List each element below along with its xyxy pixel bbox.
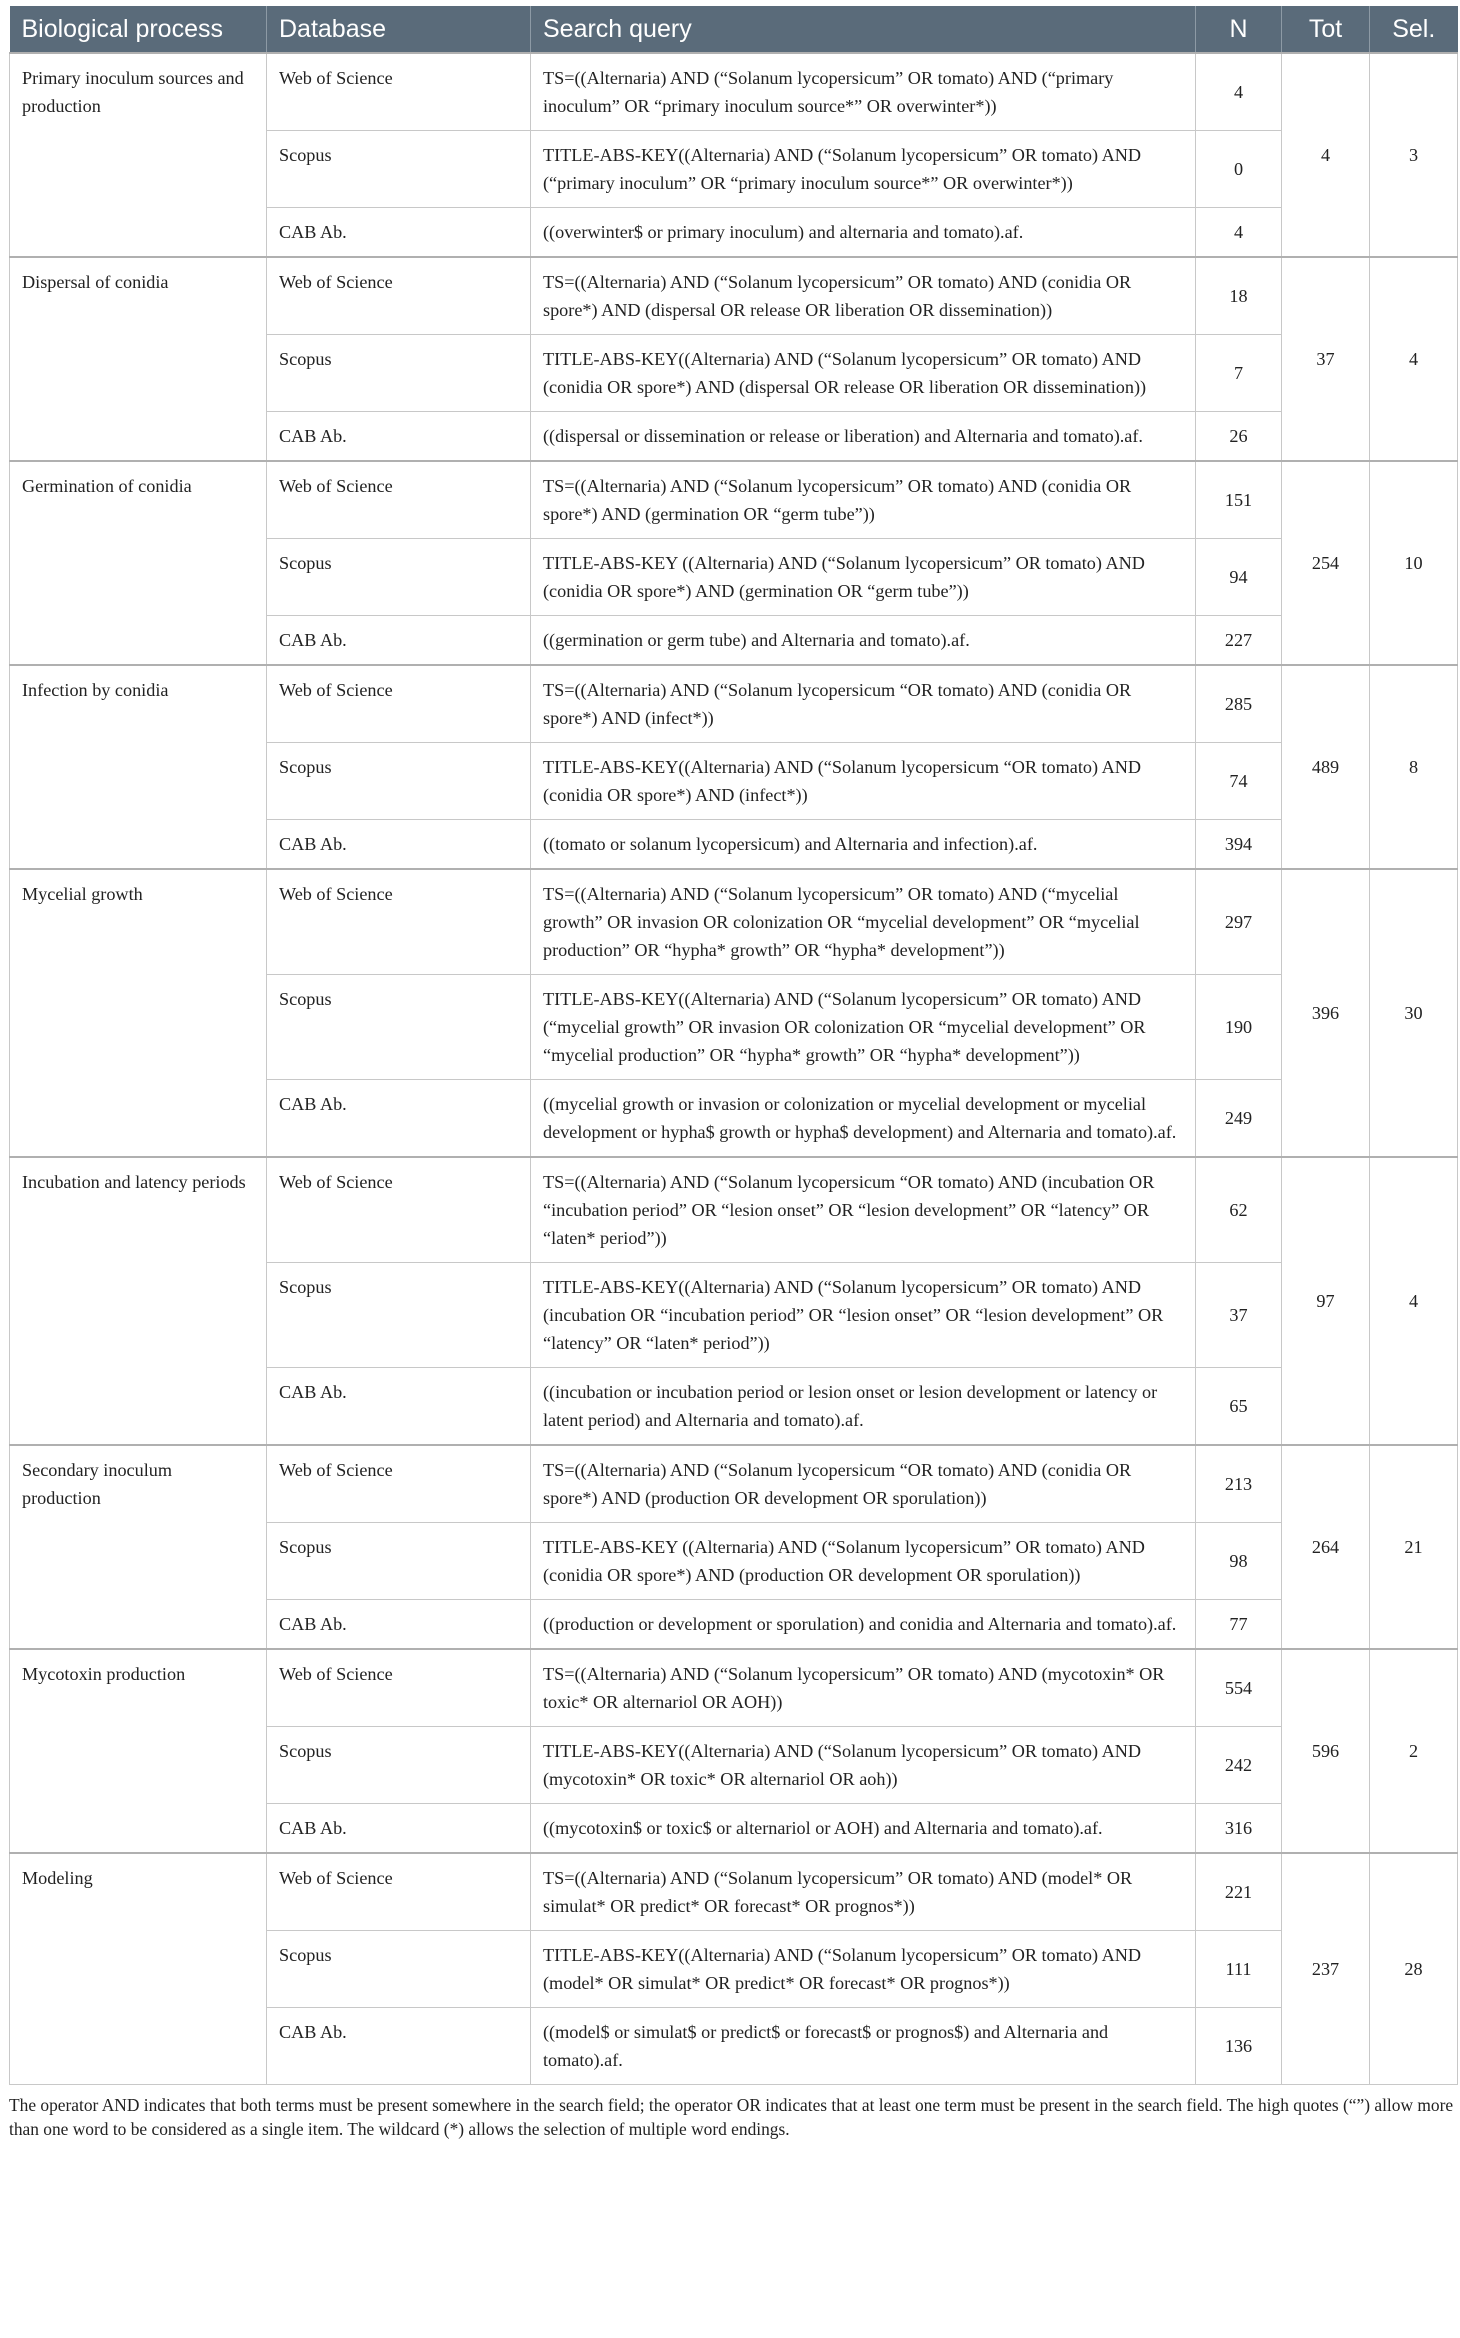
cell-n: 394 bbox=[1196, 820, 1282, 870]
cell-database: CAB Ab. bbox=[267, 820, 531, 870]
cell-database: Web of Science bbox=[267, 1649, 531, 1727]
table-header bbox=[10, 6, 1458, 53]
cell-search-query: TITLE-ABS-KEY((Alternaria) AND (“Solanum lycopersicum “OR tomato) AND (conidia OR spore*) AND (infect*)) bbox=[531, 743, 1196, 820]
cell-search-query: TS=((Alternaria) AND (“Solanum lycopersicum” OR tomato) AND (“primary inoculum” OR “primary inoculum source*” OR overwinter*)) bbox=[531, 53, 1196, 131]
cell-n: 242 bbox=[1196, 1727, 1282, 1804]
cell-database: Scopus bbox=[267, 1727, 531, 1804]
cell-search-query: TITLE-ABS-KEY((Alternaria) AND (“Solanum lycopersicum” OR tomato) AND (incubation OR “incubation period” OR “lesion onset” OR “lesion development” OR “latency” OR “laten* period”)) bbox=[531, 1263, 1196, 1368]
cell-database: CAB Ab. bbox=[267, 616, 531, 666]
cell-biological-process: Secondary inoculum production bbox=[10, 1445, 267, 1649]
cell-sel: 30 bbox=[1370, 869, 1458, 1157]
cell-database: Scopus bbox=[267, 1263, 531, 1368]
header-row bbox=[10, 6, 1458, 53]
cell-database: CAB Ab. bbox=[267, 1080, 531, 1158]
cell-sel: 28 bbox=[1370, 1853, 1458, 2085]
cell-database: Scopus bbox=[267, 975, 531, 1080]
table-row bbox=[10, 53, 1458, 131]
cell-n: 554 bbox=[1196, 1649, 1282, 1727]
cell-n: 316 bbox=[1196, 1804, 1282, 1854]
cell-n: 26 bbox=[1196, 412, 1282, 462]
header-database: Database bbox=[267, 6, 531, 53]
cell-n: 74 bbox=[1196, 743, 1282, 820]
header-n: N bbox=[1196, 6, 1282, 53]
header-search-query: Search query bbox=[531, 6, 1196, 53]
cell-database: CAB Ab. bbox=[267, 2008, 531, 2085]
cell-search-query: ((mycelial growth or invasion or colonization or mycelial development or mycelial development or hypha$ growth or hypha$ development) and Alternaria and tomato).af. bbox=[531, 1080, 1196, 1158]
cell-database: Scopus bbox=[267, 743, 531, 820]
cell-n: 249 bbox=[1196, 1080, 1282, 1158]
cell-database: CAB Ab. bbox=[267, 1368, 531, 1446]
cell-n: 151 bbox=[1196, 461, 1282, 539]
cell-search-query: ((tomato or solanum lycopersicum) and Alternaria and infection).af. bbox=[531, 820, 1196, 870]
table-body bbox=[10, 53, 1458, 2085]
table-row bbox=[10, 1853, 1458, 1931]
cell-search-query: TITLE-ABS-KEY ((Alternaria) AND (“Solanum lycopersicum” OR tomato) AND (conidia OR spore*) AND (production OR development OR sporulation)) bbox=[531, 1523, 1196, 1600]
cell-sel: 4 bbox=[1370, 1157, 1458, 1445]
cell-n: 62 bbox=[1196, 1157, 1282, 1263]
header-biological-process: Biological process bbox=[10, 6, 267, 53]
cell-n: 227 bbox=[1196, 616, 1282, 666]
cell-search-query: ((model$ or simulat$ or predict$ or forecast$ or prognos$) and Alternaria and tomato).af. bbox=[531, 2008, 1196, 2085]
cell-database: Scopus bbox=[267, 131, 531, 208]
table-footnote: The operator AND indicates that both terms must be present somewhere in the search field; the operator OR indicates that at least one term must be present in the search field. The high quotes (“”) allow more than one word to be considered as a single item. The wildcard (*) allows the selection of multiple word endings. bbox=[9, 2095, 1454, 2139]
table-row bbox=[10, 869, 1458, 975]
cell-n: 0 bbox=[1196, 131, 1282, 208]
cell-search-query: TS=((Alternaria) AND (“Solanum lycopersicum” OR tomato) AND (conidia OR spore*) AND (dispersal OR release OR liberation OR dissemination)) bbox=[531, 257, 1196, 335]
search-query-table bbox=[9, 6, 1458, 2085]
cell-n: 65 bbox=[1196, 1368, 1282, 1446]
cell-tot: 4 bbox=[1282, 53, 1370, 257]
table-row bbox=[10, 461, 1458, 539]
cell-search-query: TS=((Alternaria) AND (“Solanum lycopersicum” OR tomato) AND (model* OR simulat* OR predict* OR forecast* OR prognos*)) bbox=[531, 1853, 1196, 1931]
table-row bbox=[10, 1649, 1458, 1727]
header-tot: Tot bbox=[1282, 6, 1370, 53]
table-row bbox=[10, 1445, 1458, 1523]
cell-n: 37 bbox=[1196, 1263, 1282, 1368]
cell-biological-process: Infection by conidia bbox=[10, 665, 267, 869]
table-row bbox=[10, 257, 1458, 335]
cell-database: Web of Science bbox=[267, 461, 531, 539]
cell-n: 4 bbox=[1196, 53, 1282, 131]
cell-search-query: TS=((Alternaria) AND (“Solanum lycopersicum “OR tomato) AND (conidia OR spore*) AND (infect*)) bbox=[531, 665, 1196, 743]
cell-tot: 489 bbox=[1282, 665, 1370, 869]
cell-search-query: TITLE-ABS-KEY((Alternaria) AND (“Solanum lycopersicum” OR tomato) AND (mycotoxin* OR toxic* OR alternariol OR aoh)) bbox=[531, 1727, 1196, 1804]
cell-database: Scopus bbox=[267, 1931, 531, 2008]
cell-sel: 21 bbox=[1370, 1445, 1458, 1649]
cell-search-query: TITLE-ABS-KEY ((Alternaria) AND (“Solanum lycopersicum” OR tomato) AND (conidia OR spore*) AND (germination OR “germ tube”)) bbox=[531, 539, 1196, 616]
cell-tot: 97 bbox=[1282, 1157, 1370, 1445]
cell-tot: 264 bbox=[1282, 1445, 1370, 1649]
cell-search-query: ((mycotoxin$ or toxic$ or alternariol or AOH) and Alternaria and tomato).af. bbox=[531, 1804, 1196, 1854]
cell-sel: 4 bbox=[1370, 257, 1458, 461]
cell-database: Web of Science bbox=[267, 53, 531, 131]
cell-search-query: TITLE-ABS-KEY((Alternaria) AND (“Solanum lycopersicum” OR tomato) AND (model* OR simulat* OR predict* OR forecast* OR prognos*)) bbox=[531, 1931, 1196, 2008]
cell-biological-process: Primary inoculum sources and production bbox=[10, 53, 267, 257]
cell-sel: 2 bbox=[1370, 1649, 1458, 1853]
cell-sel: 10 bbox=[1370, 461, 1458, 665]
cell-n: 98 bbox=[1196, 1523, 1282, 1600]
cell-search-query: ((overwinter$ or primary inoculum) and alternaria and tomato).af. bbox=[531, 208, 1196, 258]
cell-database: Scopus bbox=[267, 1523, 531, 1600]
cell-sel: 8 bbox=[1370, 665, 1458, 869]
cell-search-query: TS=((Alternaria) AND (“Solanum lycopersicum “OR tomato) AND (conidia OR spore*) AND (production OR development OR sporulation)) bbox=[531, 1445, 1196, 1523]
cell-database: Scopus bbox=[267, 335, 531, 412]
cell-search-query: ((incubation or incubation period or lesion onset or lesion development or latency or latent period) and Alternaria and tomato).af. bbox=[531, 1368, 1196, 1446]
cell-database: CAB Ab. bbox=[267, 1600, 531, 1650]
cell-tot: 396 bbox=[1282, 869, 1370, 1157]
cell-database: Web of Science bbox=[267, 869, 531, 975]
cell-database: Web of Science bbox=[267, 1853, 531, 1931]
cell-search-query: TS=((Alternaria) AND (“Solanum lycopersicum” OR tomato) AND (conidia OR spore*) AND (germination OR “germ tube”)) bbox=[531, 461, 1196, 539]
cell-search-query: TS=((Alternaria) AND (“Solanum lycopersicum” OR tomato) AND (mycotoxin* OR toxic* OR alternariol OR AOH)) bbox=[531, 1649, 1196, 1727]
cell-biological-process: Incubation and latency periods bbox=[10, 1157, 267, 1445]
cell-tot: 596 bbox=[1282, 1649, 1370, 1853]
cell-biological-process: Modeling bbox=[10, 1853, 267, 2085]
cell-database: Web of Science bbox=[267, 1157, 531, 1263]
cell-tot: 37 bbox=[1282, 257, 1370, 461]
cell-n: 94 bbox=[1196, 539, 1282, 616]
cell-database: Web of Science bbox=[267, 257, 531, 335]
cell-database: CAB Ab. bbox=[267, 412, 531, 462]
cell-sel: 3 bbox=[1370, 53, 1458, 257]
cell-search-query: ((germination or germ tube) and Alternaria and tomato).af. bbox=[531, 616, 1196, 666]
cell-n: 285 bbox=[1196, 665, 1282, 743]
cell-search-query: TITLE-ABS-KEY((Alternaria) AND (“Solanum lycopersicum” OR tomato) AND (“mycelial growth” OR invasion OR colonization OR “mycelial development” OR “mycelial production” OR “hypha* growth” OR “hypha* development”)) bbox=[531, 975, 1196, 1080]
cell-n: 111 bbox=[1196, 1931, 1282, 2008]
cell-n: 136 bbox=[1196, 2008, 1282, 2085]
cell-n: 190 bbox=[1196, 975, 1282, 1080]
table-row bbox=[10, 665, 1458, 743]
cell-n: 18 bbox=[1196, 257, 1282, 335]
cell-database: CAB Ab. bbox=[267, 208, 531, 258]
cell-search-query: ((dispersal or dissemination or release or liberation) and Alternaria and tomato).af. bbox=[531, 412, 1196, 462]
cell-tot: 254 bbox=[1282, 461, 1370, 665]
cell-search-query: TITLE-ABS-KEY((Alternaria) AND (“Solanum lycopersicum” OR tomato) AND (“primary inoculum” OR “primary inoculum source*” OR overwinter*)) bbox=[531, 131, 1196, 208]
cell-database: Scopus bbox=[267, 539, 531, 616]
cell-biological-process: Mycelial growth bbox=[10, 869, 267, 1157]
cell-n: 297 bbox=[1196, 869, 1282, 975]
cell-search-query: ((production or development or sporulation) and conidia and Alternaria and tomato).af. bbox=[531, 1600, 1196, 1650]
cell-search-query: TITLE-ABS-KEY((Alternaria) AND (“Solanum lycopersicum” OR tomato) AND (conidia OR spore*) AND (dispersal OR release OR liberation OR dissemination)) bbox=[531, 335, 1196, 412]
cell-database: Web of Science bbox=[267, 1445, 531, 1523]
cell-n: 4 bbox=[1196, 208, 1282, 258]
cell-search-query: TS=((Alternaria) AND (“Solanum lycopersicum “OR tomato) AND (incubation OR “incubation period” OR “lesion onset” OR “lesion development” OR “latency” OR “laten* period”)) bbox=[531, 1157, 1196, 1263]
cell-n: 221 bbox=[1196, 1853, 1282, 1931]
table-row bbox=[10, 1157, 1458, 1263]
cell-n: 213 bbox=[1196, 1445, 1282, 1523]
cell-database: Web of Science bbox=[267, 665, 531, 743]
cell-biological-process: Dispersal of conidia bbox=[10, 257, 267, 461]
cell-database: CAB Ab. bbox=[267, 1804, 531, 1854]
cell-biological-process: Germination of conidia bbox=[10, 461, 267, 665]
cell-n: 7 bbox=[1196, 335, 1282, 412]
header-sel: Sel. bbox=[1370, 6, 1458, 53]
cell-search-query: TS=((Alternaria) AND (“Solanum lycopersicum” OR tomato) AND (“mycelial growth” OR invasion OR colonization OR “mycelial development” OR “mycelial production” OR “hypha* growth” OR “hypha* development”)) bbox=[531, 869, 1196, 975]
table-container bbox=[9, 6, 1457, 2141]
cell-tot: 237 bbox=[1282, 1853, 1370, 2085]
cell-biological-process: Mycotoxin production bbox=[10, 1649, 267, 1853]
cell-n: 77 bbox=[1196, 1600, 1282, 1650]
